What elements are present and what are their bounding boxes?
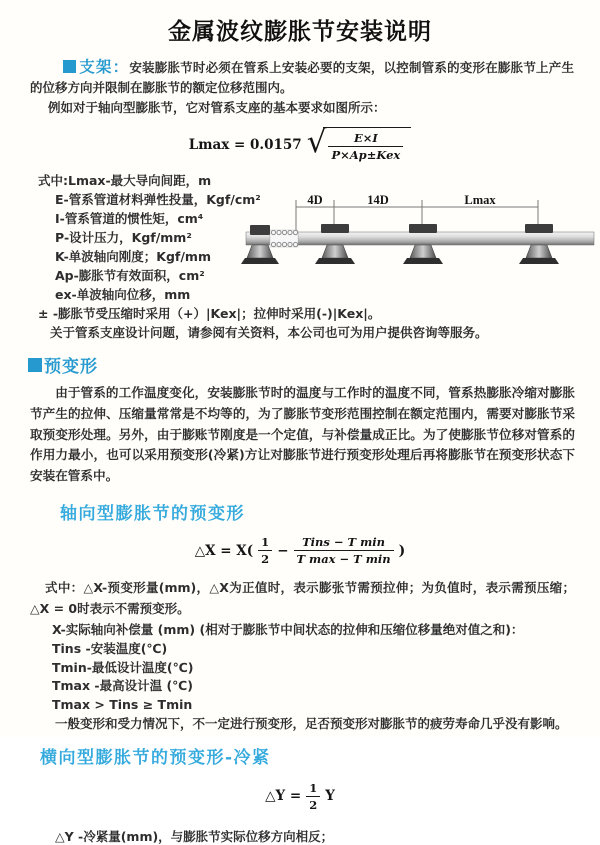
dimension-label-14d: 14D bbox=[367, 193, 389, 207]
pipe bbox=[298, 232, 594, 245]
formula-dy-lhs: △Y = bbox=[265, 788, 302, 805]
formula-dy-den: 2 bbox=[309, 797, 318, 812]
pipe-support-diagram bbox=[246, 192, 596, 287]
axial-final-note: 一般变形和受力情况下，不一定进行预变形，足否预变形对膨胀节的疲劳寿命几乎没有影响。 bbox=[55, 715, 568, 731]
sqrt-radical bbox=[306, 123, 412, 163]
definition-line: Ap-膨胀节有效面积，cm² bbox=[55, 268, 205, 283]
definition-line: K-单波轴向刚度；Kgf/mm bbox=[55, 249, 211, 264]
variable-line: Tmax > Tins ≥ Tmin bbox=[52, 697, 193, 713]
section-square-icon bbox=[63, 60, 76, 73]
definition-line: P-设计压力，Kgf/mm² bbox=[55, 230, 192, 245]
definition-line: ± -膨胀节受压缩时采用（+）|Kex|；拉伸时采用(-)|Kex|。 bbox=[38, 306, 381, 321]
formula-dy-rhs: Y bbox=[325, 788, 335, 805]
definition-line: 关于管系支座设计问题，请参阅有关资料，本公司也可为用户提供咨询等服务。 bbox=[50, 325, 488, 340]
formula-lmax-numerator: E×I bbox=[328, 131, 403, 147]
predeform-heading-text: 预变形 bbox=[44, 357, 98, 377]
section-square-icon bbox=[28, 358, 42, 372]
formula-dx-frac1-num: 1 bbox=[258, 535, 272, 551]
formula-lmax-lhs: Lmax = 0.0157 bbox=[188, 137, 302, 153]
support-intro-paragraph bbox=[30, 57, 574, 98]
formula-dx-minus: − bbox=[277, 542, 289, 559]
definition-line: ex-单波轴向位移，mm bbox=[55, 287, 191, 302]
formula-dx-frac1-den: 2 bbox=[261, 552, 270, 567]
definition-line: E-管系管道材料弹性投量，Kgf/cm² bbox=[55, 192, 261, 207]
predeform-section-heading bbox=[28, 352, 600, 377]
formula-delta-y bbox=[0, 781, 600, 813]
support-intro-text: 安装膨胀节时必须在管系上安装必要的支架，以控制管系的变形在膨胀节上产生的位移方向并限制在膨胀节的额定位移范围内。 bbox=[30, 60, 574, 95]
bellows-section bbox=[270, 230, 298, 247]
formula-dx-frac2-num: Tins − T min bbox=[294, 535, 394, 551]
formula-dy-num: 1 bbox=[306, 781, 320, 797]
formula-delta-x bbox=[0, 535, 600, 567]
variable-line: Tmax -最高设计温 (℃) bbox=[52, 678, 194, 694]
definition-line: 式中:Lmax-最大导向间距，m bbox=[38, 173, 212, 188]
definition-line: I-管系管道的惯性矩，cm⁴ bbox=[55, 211, 204, 226]
dimension-label-4d: 4D bbox=[307, 193, 323, 207]
formula-lmax-denominator: P×Ap±Kex bbox=[331, 148, 401, 163]
support-example-line: 例如对于轴向型膨胀节，它对管系支座的基本要求如图所示： bbox=[48, 100, 386, 115]
variable-line: X-实际轴向补偿量 (mm) (相对于膨胀节中间状态的拉伸和压缩位移量绝对值之和)： bbox=[52, 622, 524, 638]
formula-lmax bbox=[0, 123, 600, 163]
predeform-paragraph: 由于管系的工作温度变化，安装膨胀节时的温度与工作时的温度不同，管系热膨胀冷缩对膨胀节产生的拉伸、压缩量常常是不均等的，为了膨胀节变形范围控制在额定范围内，需要对膨胀节采取预变形处理。另外，由于膨账节刚度是一个定值，与补偿量成正比。为了使膨胀节位移对管系的作用力最小，也可以采用预变形(冷紧)方让对膨胀节进行预变形处理后再将膨胀节在预变形状态下安装在管系中。 bbox=[30, 385, 575, 484]
formula-dx-frac2-den: T max − T min bbox=[296, 552, 391, 567]
page-title: 金属波纹膨胀节安装说明 bbox=[168, 19, 432, 45]
axial-variable-lines bbox=[52, 621, 600, 715]
dimension-label-lmax: Lmax bbox=[464, 193, 496, 207]
lateral-subheading: 横向型膨胀节的预变形-冷紧 bbox=[40, 747, 271, 768]
formula-dx-rhs: ) bbox=[398, 542, 406, 559]
section-heading-support: 支架： bbox=[79, 58, 130, 76]
lateral-note-line: △Y -冷紧量(mm)，与膨胀节实际位移方向相反； bbox=[55, 829, 334, 845]
axial-note-paragraph: 式中：△X-预变形量(mm)，△X为正值时，表示膨张节需预拉伸；为负值时，表示需预压缩；△X = 0时表示不需预变形。 bbox=[30, 579, 575, 616]
variable-line: Tins -安装温度(℃) bbox=[52, 641, 168, 657]
formula-dx-lhs: △X = X( bbox=[194, 542, 254, 559]
variable-line: Tmin-最低设计温度(℃) bbox=[52, 659, 194, 675]
sqrt-sign-icon: √ bbox=[306, 123, 327, 160]
axial-subheading: 轴向型膨胀节的预变形 bbox=[60, 503, 245, 524]
